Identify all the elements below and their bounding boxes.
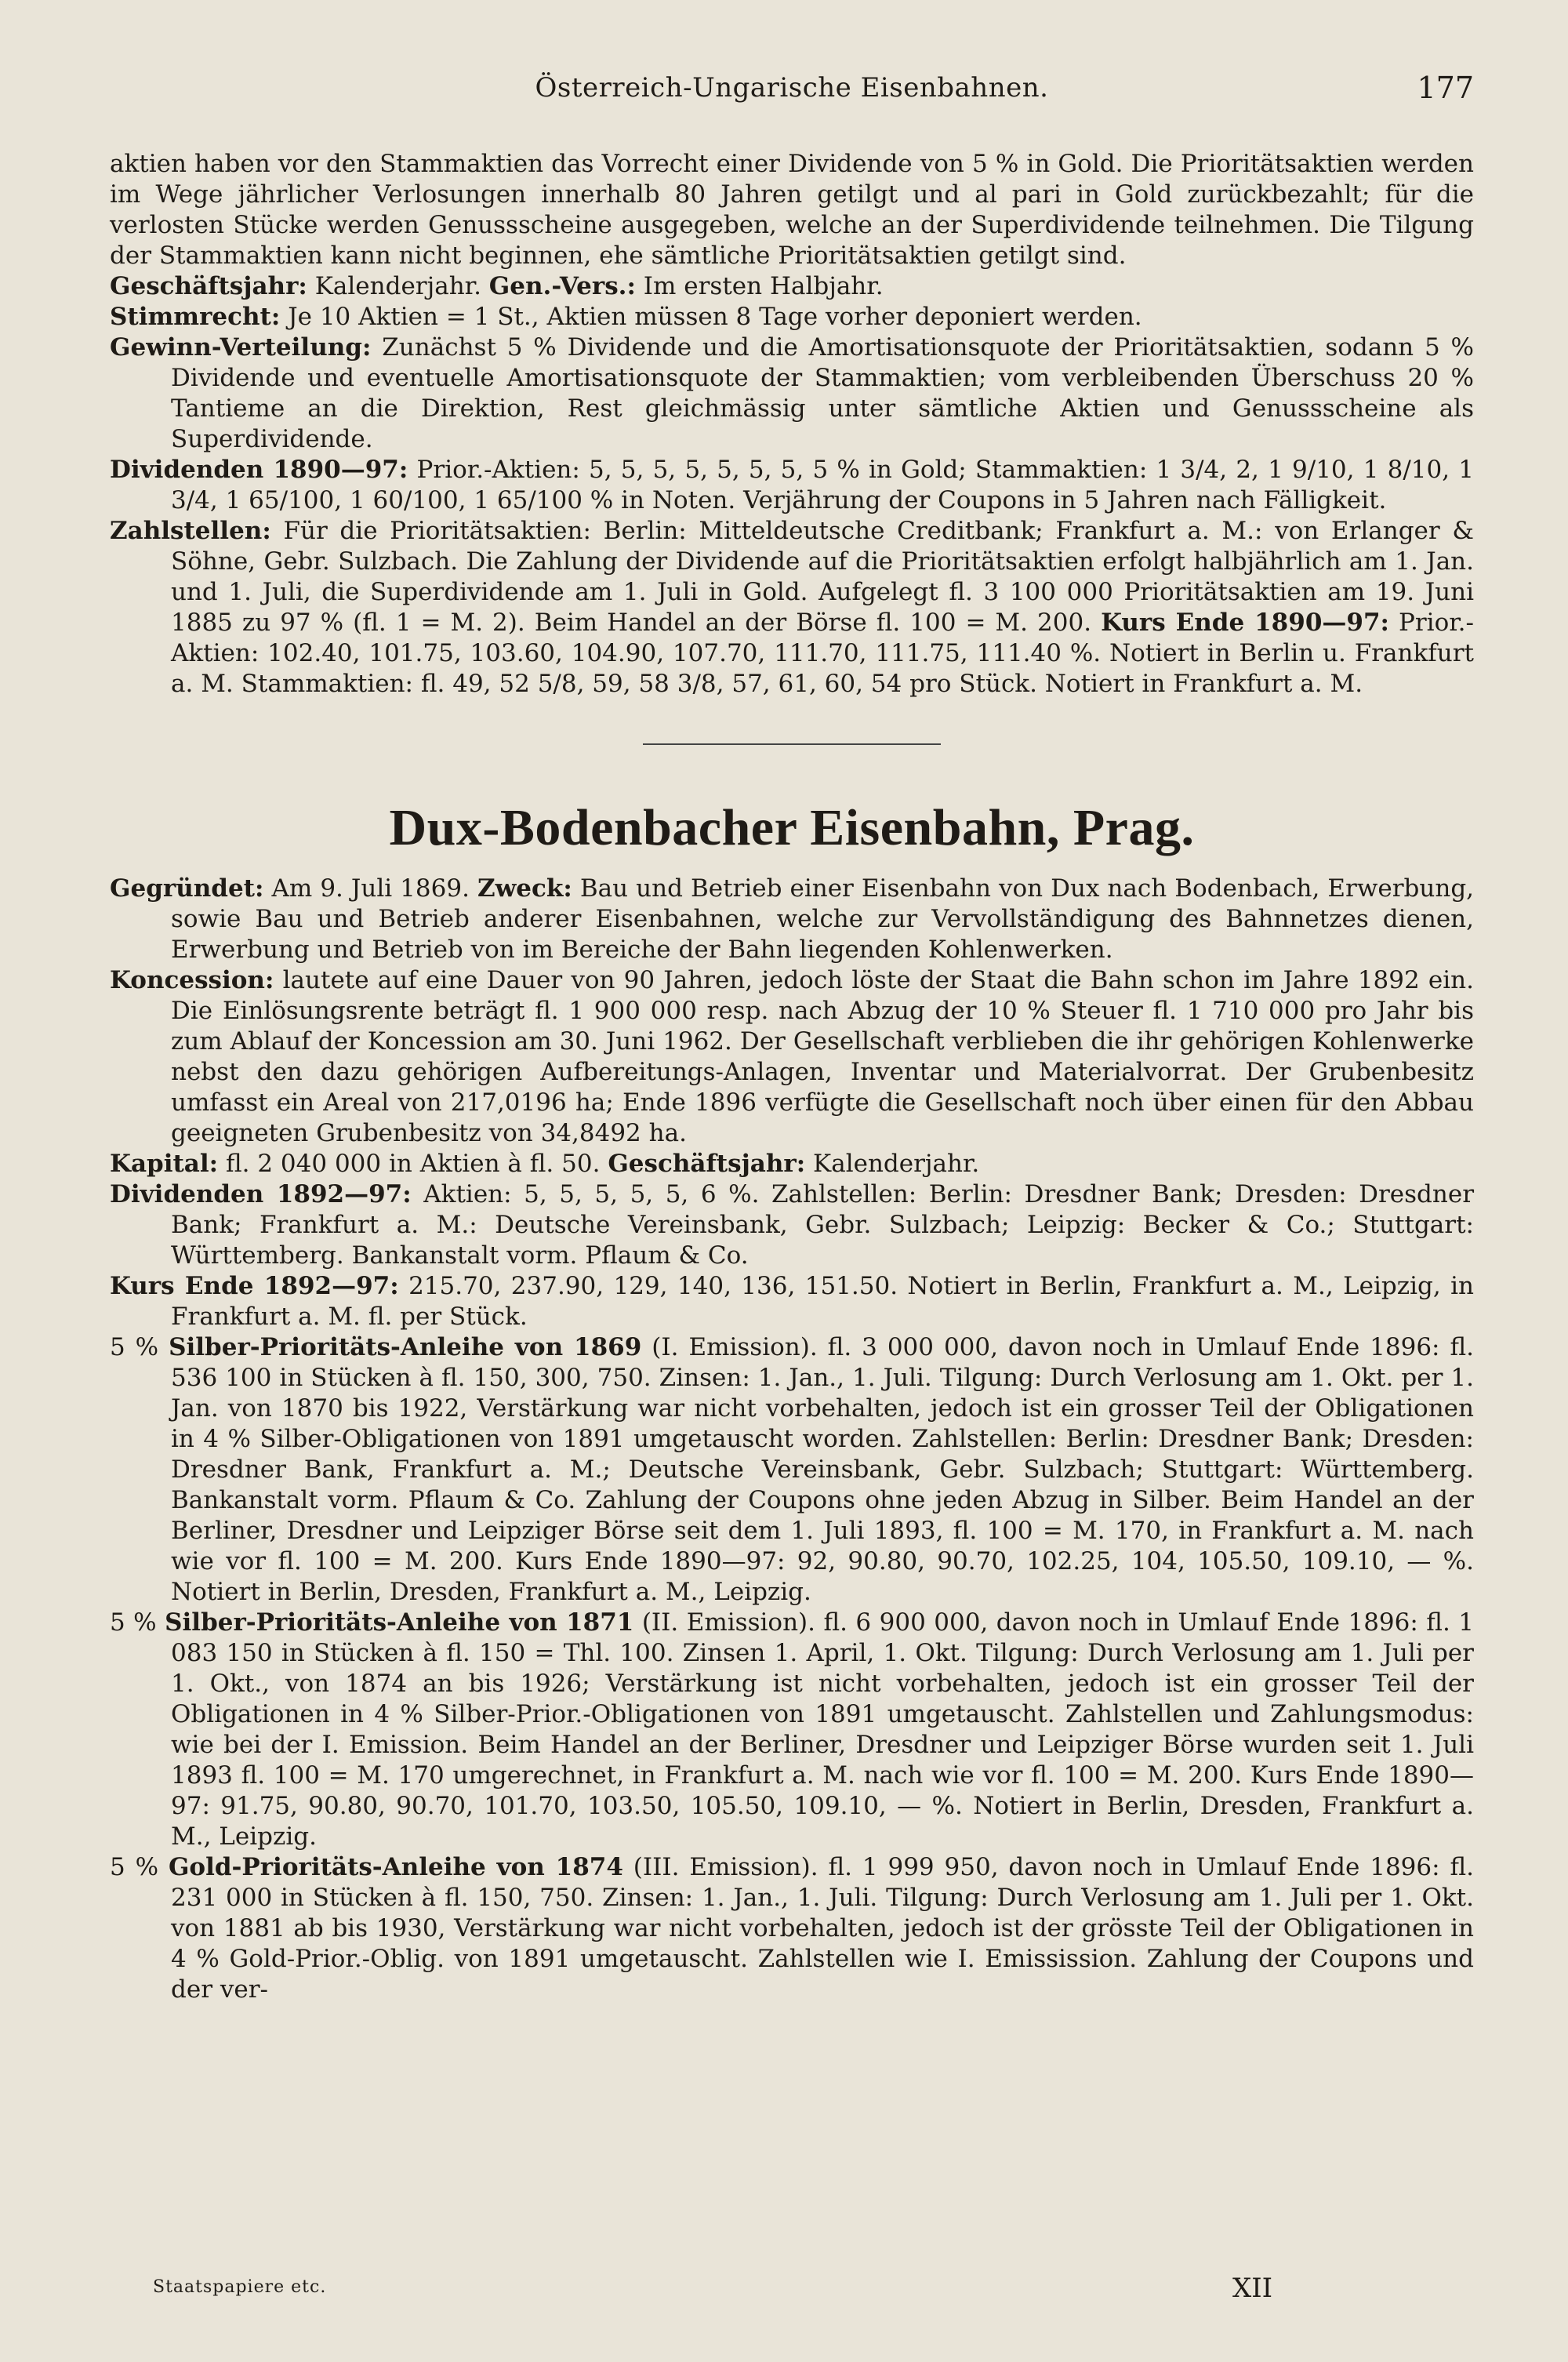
company-title: Dux-Bodenbacher Eisenbahn, Prag.: [389, 799, 1195, 856]
page-number: 177: [1417, 71, 1474, 105]
section-divider: [643, 743, 941, 745]
loan-entry: [110, 1608, 1474, 1852]
prev-stimmrecht-label: Stimmrecht:: [110, 303, 281, 331]
loan-prefix: 5 %: [110, 1608, 157, 1637]
dividenden-entry: [110, 1179, 1474, 1271]
prev-zahlstellen-label: Zahlstellen:: [110, 517, 271, 545]
prev-geschaeftsjahr-entry: [110, 271, 1474, 302]
prev-zahlstellen-entry: [110, 516, 1474, 700]
geschaeftsjahr-text: Kalenderjahr.: [813, 1150, 980, 1178]
geschaeftsjahr-label: Geschäftsjahr:: [608, 1150, 806, 1178]
loan-entry: [110, 1332, 1474, 1608]
gegruendet-label: Gegründet:: [110, 874, 264, 903]
prev-stimmrecht-entry: [110, 302, 1474, 332]
prev-genvers-label: Gen.-Vers.:: [488, 272, 636, 300]
running-header: [110, 61, 1474, 108]
prev-gewinn-text: Zunächst 5 % Dividende und die Amortisationsquote der Prioritätsaktien, sodann 5 % Dividende und eventuelle Amortisationsquote der Stammaktien; vom verbleibenden Überschuss 20 % Tantieme an die Direktion, Rest gleichmässig unter sämtliche Aktien und Genussscheine als Superdividende.: [171, 333, 1474, 453]
body-text: [110, 149, 1474, 2005]
gegruendet-entry: [110, 874, 1474, 965]
prev-gewinn-entry: [110, 332, 1474, 455]
loan-text: (III. Emission). fl. 1 999 950, davon noch in Umlauf Ende 1896: fl. 231 000 in Stücken à fl. 150, 750. Zinsen: 1. Jan., 1. Juli. Tilgung: Durch Verlosung am 1. Juli per 1. Okt. von 1881 ab bis 1930, Verstärkung war nicht vorbehalten, jedoch ist der grösste Teil der Obligationen in 4 % Gold-Prior.-Oblig. von 1891 umgetauscht. Zahlstellen wie I. Emissission. Zahlung der Coupons und der ver-: [171, 1853, 1474, 2004]
loan-text: (I. Emission). fl. 3 000 000, davon noch in Umlauf Ende 1896: fl. 536 100 in Stücken à fl. 150, 300, 750. Zinsen: 1. Jan., 1. Juli. Tilgung: Durch Verlosung am 1. Okt. per 1. Jan. von 1870 bis 1922, Verstärkung war nicht vorbehalten, jedoch ist ein grosser Teil der Obligationen in 4 % Silber-Obligationen von 1891 umgetauscht worden. Zahlstellen: Berlin: Dresdner Bank; Dresden: Dresdner Bank, Frankfurt a. M.; Deutsche Vereinsbank, Gebr. Sulzbach; Stuttgart: Württemberg. Bankanstalt vorm. Pflaum & Co. Zahlung der Coupons ohne jeden Abzug in Silber. Beim Handel an der Berliner, Dresdner und Leipziger Börse seit dem 1. Juli 1893, fl. 100 = M. 170, in Frankfurt a. M. nach wie vor fl. 100 = M. 200. Kurs Ende 1890—97: 92, 90.80, 90.70, 102.25, 104, 105.50, 109.10, — %. Notiert in Berlin, Dresden, Frankfurt a. M., Leipzig.: [171, 1333, 1474, 1606]
loan-title: Silber-Prioritäts-Anleihe von 1869: [169, 1333, 642, 1361]
dividenden-text: Aktien: 5, 5, 5, 5, 5, 6 %. Zahlstellen: Berlin: Dresdner Bank; Dresden: Dresdner Bank; Frankfurt a. M.: Deutsche Vereinsbank, Gebr. Sulzbach; Leipzig: Becker & Co.; Stuttgart: Württemberg. Bankanstalt vorm. Pflaum & Co.: [171, 1180, 1475, 1270]
prev-geschaeftsjahr-text: Kalenderjahr.: [314, 272, 481, 300]
kurs-entry: [110, 1271, 1474, 1332]
prev-gewinn-label: Gewinn-Verteilung:: [110, 333, 372, 362]
loan-prefix: 5 %: [110, 1853, 159, 1881]
prev-genvers-text: Im ersten Halbjahr.: [643, 272, 884, 300]
footer-sheet-mark: XII: [1232, 2273, 1273, 2304]
loan-prefix: 5 %: [110, 1333, 159, 1361]
prev-zahlstellen-text: Für die Prioritätsaktien: Berlin: Mitteldeutsche Creditbank; Frankfurt a. M.: von Erlanger & Söhne, Gebr. Sulzbach. Die Zahlung der Dividende auf die Prioritätsaktien erfolgt halbjährlich am 1. Jan. und 1. Juli, die Superdividende am 1. Juli in Gold. Aufgelegt fl. 3 100 000 Prioritätsaktien am 19. Juni 1885 zu 97 % (fl. 1 = M. 2). Beim Handel an der Börse fl. 100 = M. 200.: [171, 517, 1474, 637]
kurs-label: Kurs Ende 1892—97:: [110, 1272, 399, 1300]
prev-dividenden-entry: [110, 455, 1474, 516]
running-title: Österreich-Ungarische Eisenbahnen.: [535, 72, 1049, 104]
prev-dividenden-text: Prior.-Aktien: 5, 5, 5, 5, 5, 5, 5, 5 % in Gold; Stammaktien: 1 3/4, 2, 1 9/10, 1 8/10, 1 3/4, 1 65/100, 1 60/100, 1 65/100 % in Noten. Verjährung der Coupons in 5 Jahren nach Fälligkeit.: [171, 456, 1474, 514]
prev-geschaeftsjahr-label: Geschäftsjahr:: [110, 272, 307, 300]
prev-kurs-text: Prior.-Aktien: 102.40, 101.75, 103.60, 104.90, 107.70, 111.70, 111.75, 111.40 %. Notiert in Berlin u. Frankfurt a. M. Stammaktien: fl. 49, 52 5/8, 59, 58 3/8, 57, 61, 60, 54 pro Stück. Notiert in Frankfurt a. M.: [171, 609, 1474, 698]
loan-text: (II. Emission). fl. 6 900 000, davon noch in Umlauf Ende 1896: fl. 1 083 150 in Stücken à fl. 150 = Thl. 100. Zinsen 1. April, 1. Okt. Tilgung: Durch Verlosung am 1. Juli per 1. Okt., von 1874 an bis 1926; Verstärkung ist nicht vorbehalten, jedoch ist ein grosser Teil der Obligationen in 4 % Silber-Prior.-Obligationen von 1891 umgetauscht. Zahlstellen und Zahlungsmodus: wie bei der I. Emission. Beim Handel an der Berliner, Dresdner und Leipziger Börse wurden seit 1. Juli 1893 fl. 100 = M. 170 umgerechnet, in Frankfurt a. M. nach wie vor fl. 100 = M. 200. Kurs Ende 1890—97: 91.75, 90.80, 90.70, 101.70, 103.50, 105.50, 109.10, — %. Notiert in Berlin, Dresden, Frankfurt a. M., Leipzig.: [171, 1608, 1475, 1851]
kapital-entry: [110, 1149, 1474, 1179]
prev-entry-intro: aktien haben vor den Stammaktien das Vorrecht einer Dividende von 5 % in Gold. Die Prioritätsaktien werden im Wege jährlicher Verlosungen innerhalb 80 Jahren getilgt und al pari in Gold zurückbezahlt; für die verlosten Stücke werden Genussscheine ausgegeben, welche an der Superdividende teilnehmen. Die Tilgung der Stammaktien kann nicht beginnen, ehe sämtliche Prioritätsaktien getilgt sind.: [110, 150, 1474, 270]
konzession-text: lautete auf eine Dauer von 90 Jahren, jedoch löste der Staat die Bahn schon im Jahre 1892 ein. Die Einlösungsrente beträgt fl. 1 900 000 resp. nach Abzug der 10 % Steuer fl. 1 710 000 pro Jahr bis zum Ablauf der Koncession am 30. Juni 1962. Der Gesellschaft verblieben die ihr gehörigen Kohlenwerke nebst den dazu gehörigen Aufbereitungs-Anlagen, Inventar und Materialvorrat. Der Grubenbesitz umfasst ein Areal von 217,0196 ha; Ende 1896 verfügte die Gesellschaft noch über einen für den Abbau geeigneten Grubenbesitz von 34,8492 ha.: [171, 966, 1474, 1147]
loan-entry: [110, 1852, 1474, 2005]
prev-stimmrecht-text: Je 10 Aktien = 1 St., Aktien müssen 8 Tage vorher deponiert werden.: [288, 303, 1142, 331]
loan-title: Gold-Prioritäts-Anleihe von 1874: [168, 1853, 623, 1881]
konzession-label: Koncession:: [110, 966, 274, 994]
zweck-label: Zweck:: [477, 874, 572, 903]
zweck-text: Bau und Betrieb einer Eisenbahn von Dux nach Bodenbach, Erwerbung, sowie Bau und Betrieb anderer Eisenbahnen, welche zur Vervollständigung des Bahnnetzes dienen, Erwerbung und Betrieb von im Bereiche der Bahn liegenden Kohlenwerken.: [171, 874, 1475, 964]
kapital-label: Kapital:: [110, 1150, 219, 1178]
konzession-entry: [110, 965, 1474, 1149]
loan-title: Silber-Prioritäts-Anleihe von 1871: [165, 1608, 634, 1637]
page-footer: [110, 2273, 1474, 2304]
dividenden-label: Dividenden 1892—97:: [110, 1180, 412, 1208]
footer-signature: Staatspapiere etc.: [153, 2277, 327, 2297]
kurs-text: 215.70, 237.90, 129, 140, 136, 151.50. Notiert in Berlin, Frankfurt a. M., Leipzig, in Frankfurt a. M. fl. per Stück.: [171, 1272, 1474, 1331]
gegruendet-text: Am 9. Juli 1869.: [271, 874, 470, 903]
prev-dividenden-label: Dividenden 1890—97:: [110, 456, 408, 484]
prev-kurs-label: Kurs Ende 1890—97:: [1101, 609, 1389, 637]
kapital-text: fl. 2 040 000 in Aktien à fl. 50.: [225, 1150, 601, 1178]
